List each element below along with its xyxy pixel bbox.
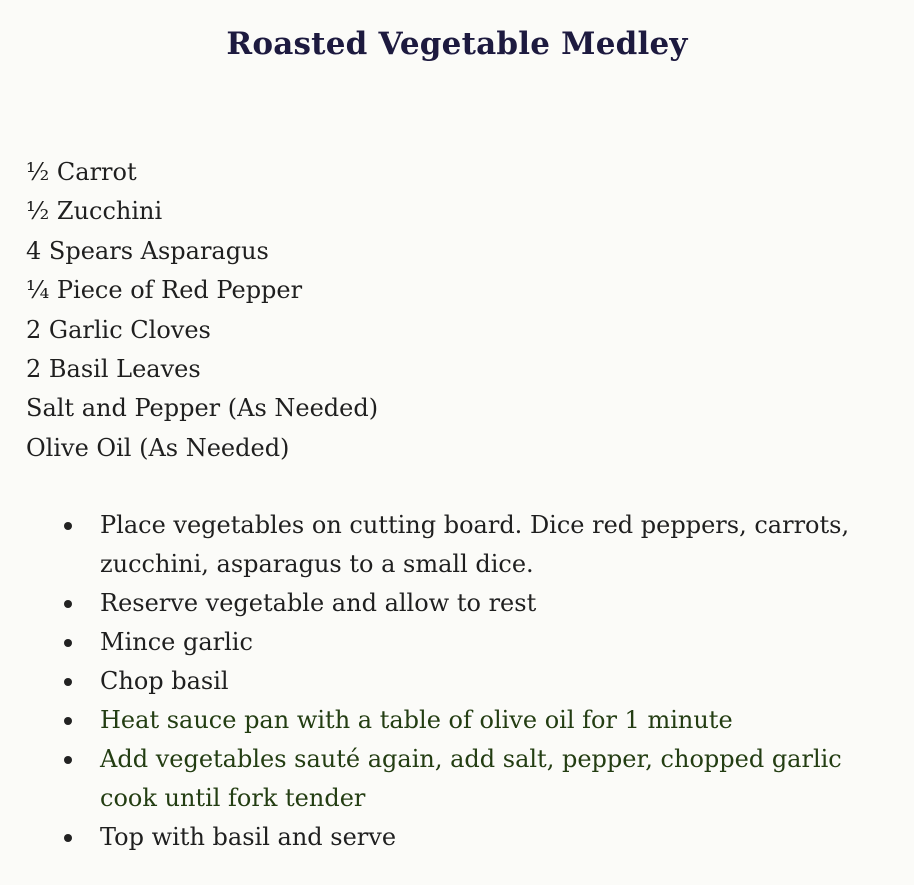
- ingredient-item: Salt and Pepper (As Needed): [26, 394, 379, 423]
- bullet-icon: [64, 717, 72, 725]
- instruction-step: [60, 740, 900, 818]
- ingredient-item: Olive Oil (As Needed): [26, 433, 290, 462]
- ingredient-item: 2 Basil Leaves: [26, 354, 201, 383]
- instruction-step: [60, 623, 900, 662]
- ingredient-item: 2 Garlic Cloves: [26, 315, 211, 344]
- instruction-step: [60, 506, 900, 584]
- ingredient-item: ½ Zucchini: [26, 197, 163, 226]
- bullet-icon: [64, 639, 72, 647]
- instruction-step: [60, 662, 900, 701]
- ingredient-item: ½ Carrot: [26, 158, 137, 186]
- bullet-icon: [64, 834, 72, 842]
- bullet-icon: [64, 600, 72, 608]
- instruction-list: [60, 506, 900, 857]
- instruction-text: Place vegetables on cutting board. Dice red peppers, carrots, zucchini, asparagus to a small dice.: [100, 511, 850, 578]
- instruction-text: Mince garlic: [100, 628, 253, 656]
- ingredient-list: [26, 153, 378, 468]
- instruction-step: [60, 584, 900, 623]
- bullet-icon: [64, 756, 72, 764]
- bullet-icon: [64, 522, 72, 530]
- instruction-step: [60, 701, 900, 740]
- ingredient-item: 4 Spears Asparagus: [26, 236, 269, 265]
- instruction-text: Add vegetables sauté again, add salt, pepper, chopped garlic cook until fork tender: [100, 745, 842, 812]
- instruction-text: Chop basil: [100, 667, 229, 695]
- recipe-title: Roasted Vegetable Medley: [226, 26, 688, 62]
- ingredient-item: ¼ Piece of Red Pepper: [26, 276, 303, 305]
- instruction-text: Reserve vegetable and allow to rest: [100, 589, 537, 617]
- instruction-text: Top with basil and serve: [100, 823, 397, 851]
- instruction-step: [60, 818, 900, 857]
- bullet-icon: [64, 678, 72, 686]
- instruction-text: Heat sauce pan with a table of olive oil for 1 minute: [100, 706, 733, 734]
